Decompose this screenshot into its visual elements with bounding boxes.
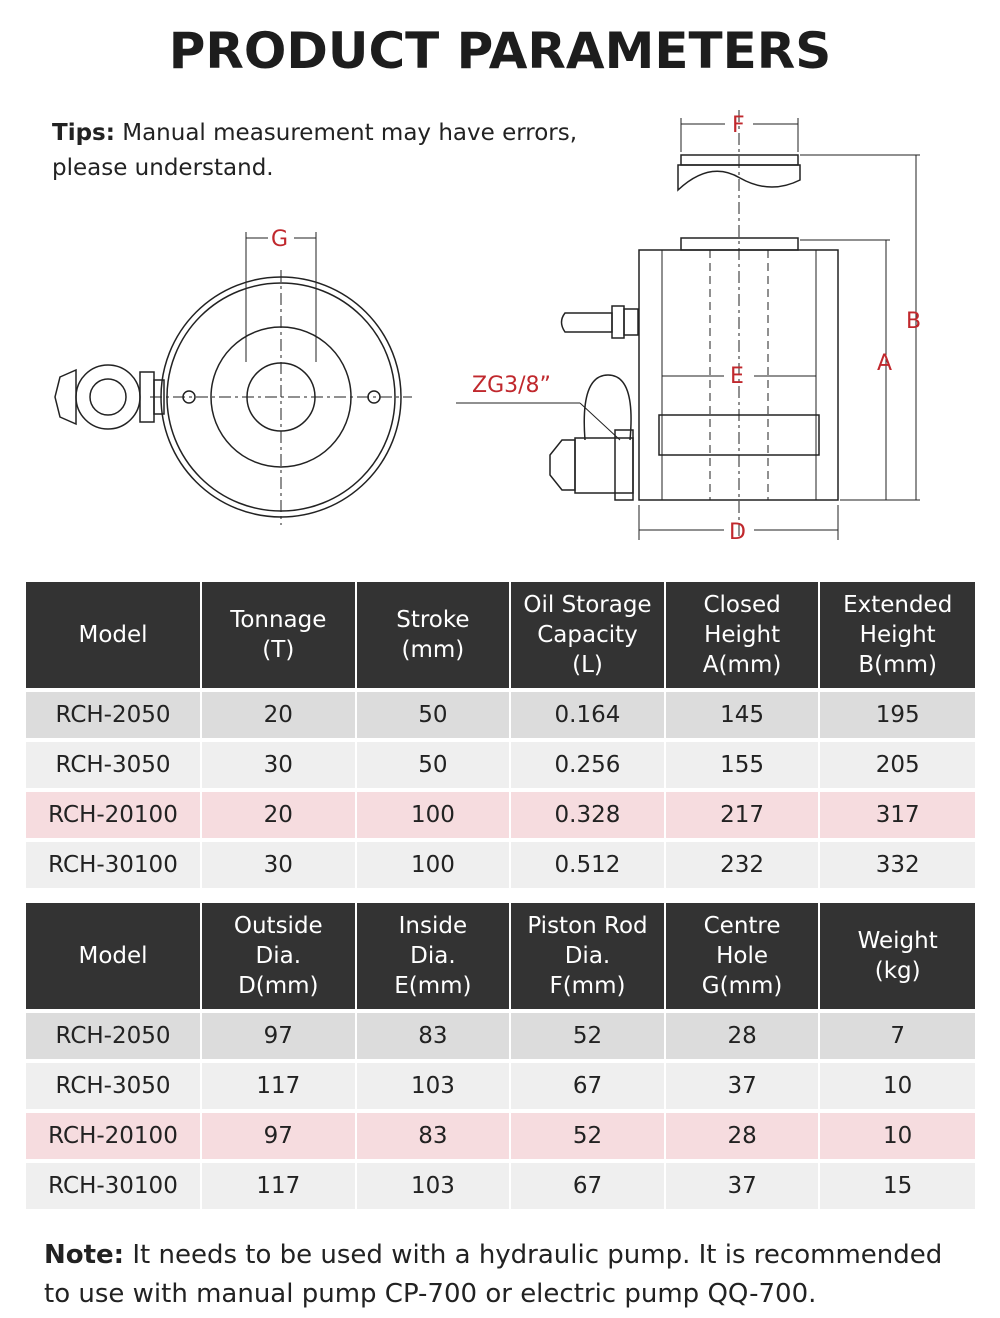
col-header-model: Model [26,903,202,1009]
cell-oil-capacity: 0.256 [511,738,666,788]
cell-weight: 7 [820,1009,975,1059]
table-header-row [26,903,975,1009]
cell-tonnage: 30 [202,738,357,788]
tips-label: Tips: [52,120,115,146]
col-header-closed-height: Closed Height A(mm) [666,582,821,688]
cell-extended-height: 332 [820,838,975,888]
cell-piston-rod-dia: 67 [511,1159,666,1209]
col-header-model: Model [26,582,202,688]
cell-oil-capacity: 0.164 [511,688,666,738]
cell-model: RCH-20100 [26,788,202,838]
cell-oil-capacity: 0.328 [511,788,666,838]
cylinder-drawing [0,100,1000,560]
table-row [26,1159,975,1209]
col-header-tonnage: Tonnage (T) [202,582,357,688]
cell-extended-height: 205 [820,738,975,788]
note-body: It needs to be used with a hydraulic pump. It is recommended to use with manual pump CP-700 or electric pump QQ-700. [44,1240,943,1309]
cell-piston-rod-dia: 52 [511,1009,666,1059]
cell-centre-hole: 37 [666,1159,821,1209]
col-header-oil-capacity: Oil Storage Capacity (L) [511,582,666,688]
cell-stroke: 100 [357,788,512,838]
cell-outside-dia: 97 [202,1109,357,1159]
table-row [26,788,975,838]
cell-weight: 10 [820,1109,975,1159]
cell-model: RCH-30100 [26,1159,202,1209]
cell-weight: 10 [820,1059,975,1109]
cell-oil-capacity: 0.512 [511,838,666,888]
cell-stroke: 100 [357,838,512,888]
table-row [26,688,975,738]
label-g: G [271,227,289,252]
table-header-row [26,582,975,688]
cell-stroke: 50 [357,688,512,738]
spec-table-2 [26,903,975,1209]
cell-inside-dia: 83 [357,1009,512,1059]
col-header-outside-dia: Outside Dia. D(mm) [202,903,357,1009]
col-header-weight: Weight (kg) [820,903,975,1009]
cell-inside-dia: 83 [357,1109,512,1159]
col-header-stroke: Stroke (mm) [357,582,512,688]
cell-outside-dia: 117 [202,1159,357,1209]
cell-closed-height: 217 [666,788,821,838]
cell-weight: 15 [820,1159,975,1209]
cell-outside-dia: 97 [202,1009,357,1059]
cell-tonnage: 20 [202,688,357,738]
col-header-inside-dia: Inside Dia. E(mm) [357,903,512,1009]
table-row [26,1109,975,1159]
cell-centre-hole: 37 [666,1059,821,1109]
label-e: E [730,364,744,389]
cell-model: RCH-20100 [26,1109,202,1159]
cell-closed-height: 232 [666,838,821,888]
cell-stroke: 50 [357,738,512,788]
label-a: A [877,351,893,376]
table-row [26,1059,975,1109]
cell-outside-dia: 117 [202,1059,357,1109]
cell-model: RCH-3050 [26,1059,202,1109]
col-header-extended-height: Extended Height B(mm) [820,582,975,688]
cell-model: RCH-30100 [26,838,202,888]
cell-tonnage: 20 [202,788,357,838]
cell-model: RCH-2050 [26,688,202,738]
note-label: Note: [44,1240,125,1270]
label-port: ZG3/8” [472,373,551,398]
cell-model: RCH-3050 [26,738,202,788]
cell-centre-hole: 28 [666,1109,821,1159]
cell-piston-rod-dia: 52 [511,1109,666,1159]
table-row [26,838,975,888]
cell-extended-height: 195 [820,688,975,738]
col-header-centre-hole: Centre Hole G(mm) [666,903,821,1009]
top-view [55,232,412,525]
note-text [44,1236,964,1314]
cell-centre-hole: 28 [666,1009,821,1059]
cell-tonnage: 30 [202,838,357,888]
col-header-piston-rod-dia: Piston Rod Dia. F(mm) [511,903,666,1009]
cell-extended-height: 317 [820,788,975,838]
cell-closed-height: 145 [666,688,821,738]
side-view [456,110,920,540]
cell-inside-dia: 103 [357,1159,512,1209]
label-b: B [906,309,922,334]
label-d: D [729,520,746,545]
page-title: PRODUCT PARAMETERS [168,22,832,80]
table-row [26,738,975,788]
table-row [26,1009,975,1059]
cell-piston-rod-dia: 67 [511,1059,666,1109]
spec-table-1 [26,582,975,888]
label-f: F [732,113,745,138]
tips-body: Manual measurement may have errors, please understand. [52,120,578,181]
cell-inside-dia: 103 [357,1059,512,1109]
cell-closed-height: 155 [666,738,821,788]
cell-model: RCH-2050 [26,1009,202,1059]
